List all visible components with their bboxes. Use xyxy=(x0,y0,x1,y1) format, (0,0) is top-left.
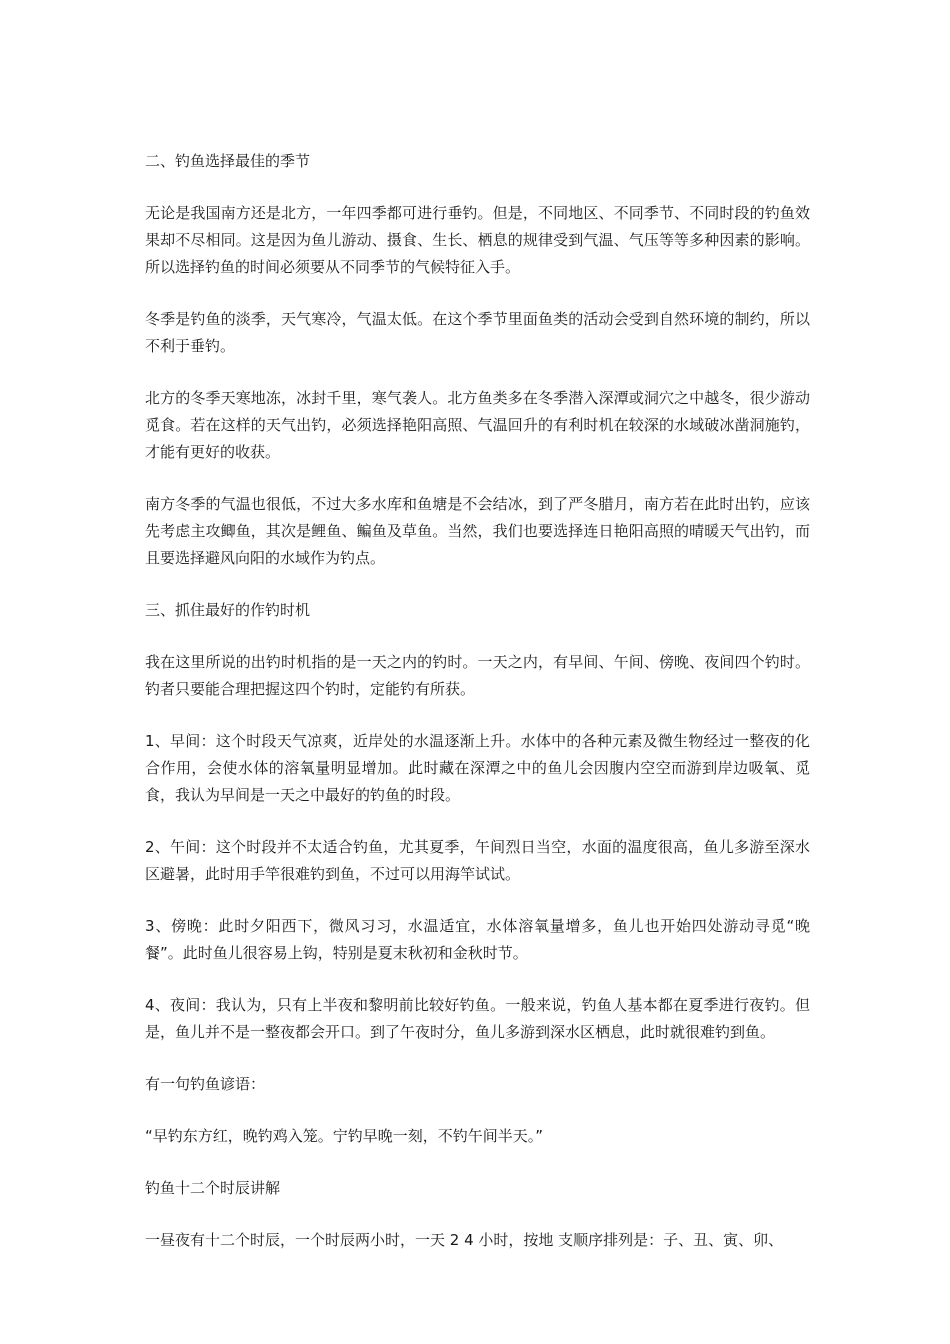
paragraph-morning: 1、早间：这个时段天气凉爽，近岸处的水温逐渐上升。水体中的各种元素及微生物经过一整夜的化合作用，会使水体的溶氧量明显增加。此时藏在深潭之中的鱼儿会因腹内空空而游到岸边吸氧、觅食，我认为早间是一天之中最好的钓鱼的时段。 xyxy=(145,732,810,804)
paragraph-noon: 2、午间：这个时段并不太适合钓鱼，尤其夏季，午间烈日当空，水面的温度很高，鱼儿多游至深水区避暑，此时用手竿很难钓到鱼，不过可以用海竿试试。 xyxy=(145,838,810,883)
section-heading-season: 二、钓鱼选择最佳的季节 xyxy=(145,152,311,170)
paragraph-proverb-intro: 有一句钓鱼谚语： xyxy=(145,1075,266,1093)
section-heading-timing: 三、抓住最好的作钓时机 xyxy=(145,601,311,619)
paragraph-north-winter: 北方的冬季天寒地冻，冰封千里，寒气袭人。北方鱼类多在冬季潜入深潭或洞穴之中越冬，很少游动觅食。若在这样的天气出钓，必须选择艳阳高照、气温回升的有利时机在较深的水域破冰凿洞施钓，才能有更好的收获。 xyxy=(145,389,810,461)
paragraph-evening: 3、傍晚：此时夕阳西下，微风习习，水温适宜，水体溶氧量增多，鱼儿也开始四处游动寻觅“晚餐”。此时鱼儿很容易上钩，特别是夏末秋初和金秋时节。 xyxy=(145,917,810,962)
paragraph-timing-intro: 我在这里所说的出钓时机指的是一天之内的钓时。一天之内，有早间、午间、傍晚、夜间四个钓时。钓者只要能合理把握这四个钓时，定能钓有所获。 xyxy=(145,653,810,698)
paragraph-south-winter: 南方冬季的气温也很低，不过大多水库和鱼塘是不会结冰，到了严冬腊月，南方若在此时出钓，应该先考虑主攻鲫鱼，其次是鲤鱼、鳊鱼及草鱼。当然，我们也要选择连日艳阳高照的晴暖天气出钓，而且要选择避风向阳的水域作为钓点。 xyxy=(145,495,810,567)
paragraph-proverb: “早钓东方红，晚钓鸡入笼。宁钓早晚一刻，不钓午间半天。” xyxy=(145,1127,544,1145)
paragraph-winter: 冬季是钓鱼的淡季，天气寒冷，气温太低。在这个季节里面鱼类的活动会受到自然环境的制约，所以不利于垂钓。 xyxy=(145,310,810,355)
paragraph-twelve-hours: 一昼夜有十二个时辰，一个时辰两小时，一天 2 4 小时，按地 支顺序排列是：子、丑、寅、卯、 xyxy=(145,1231,784,1249)
section-heading-twelve-hours: 钓鱼十二个时辰讲解 xyxy=(145,1179,281,1197)
paragraph-night: 4、夜间：我认为，只有上半夜和黎明前比较好钓鱼。一般来说，钓鱼人基本都在夏季进行夜钓。但是，鱼儿并不是一整夜都会开口。到了午夜时分，鱼儿多游到深水区栖息，此时就很难钓到鱼。 xyxy=(145,996,810,1041)
paragraph-intro: 无论是我国南方还是北方，一年四季都可进行垂钓。但是，不同地区、不同季节、不同时段的钓鱼效果却不尽相同。这是因为鱼儿游动、摄食、生长、栖息的规律受到气温、气压等等多种因素的影响。所以选择钓鱼的时间必须要从不同季节的气候特征入手。 xyxy=(145,204,810,276)
document-body xyxy=(145,148,810,1254)
